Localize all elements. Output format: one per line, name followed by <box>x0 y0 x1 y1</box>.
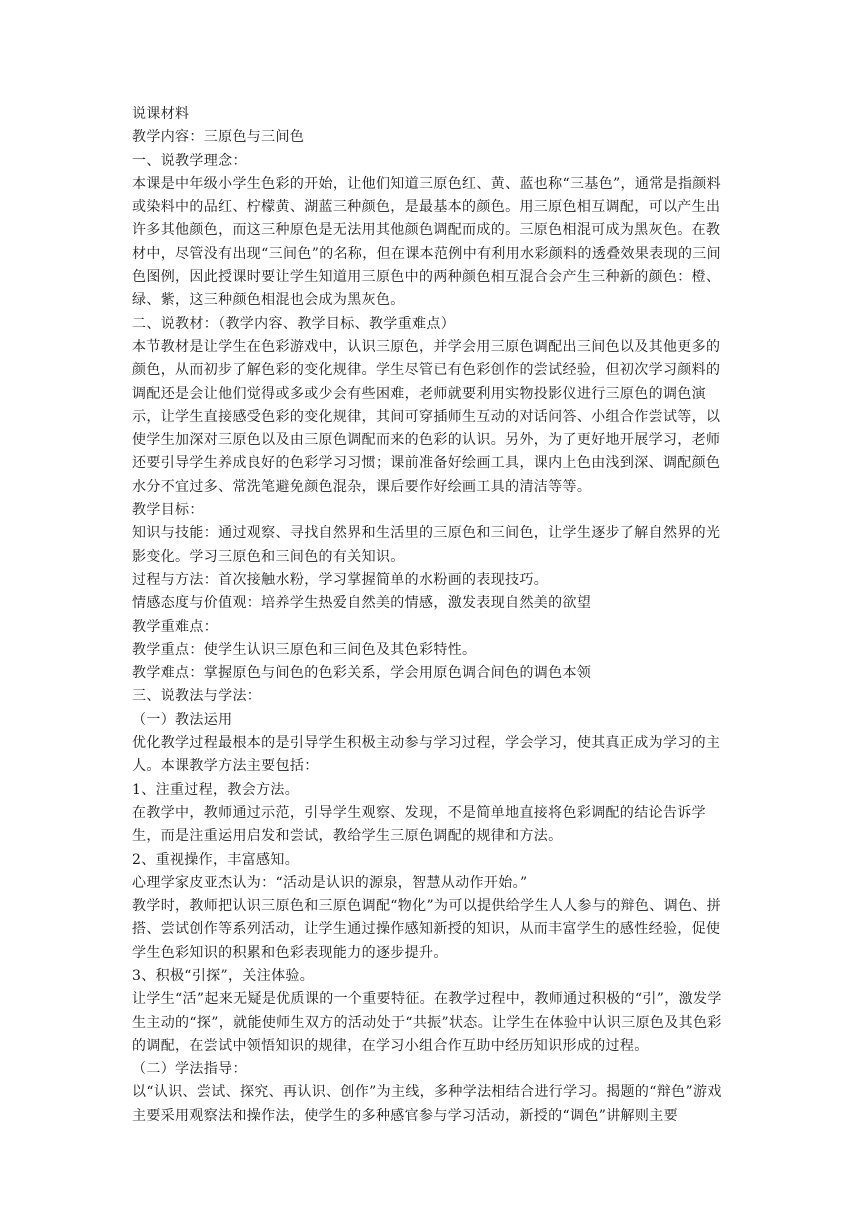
method-2-body: 教学时，教师把认识三原色和三原色调配“物化”为可以提供给学生人人参与的辩色、调色、拼搭、尝试创作等系列活动，让学生通过操作感知新授的知识，从而丰富学生的感性经验，促使学生色彩知识的积累和色彩表现能力的逐步提升。 <box>132 898 722 961</box>
paragraph-methods-intro: 优化教学过程最根本的是引导学生积极主动参与学习过程，学会学习，使其真正成为学习的主人。本课教学方法主要包括： <box>132 735 721 775</box>
paragraph-textbook: 本节教材是让学生在色彩游戏中，认识三原色，并学会用三原色调配出三间色以及其他更多的颜色，从而初步了解色彩的变化规律。学生尽管已有色彩创作的尝试经验，但初次学习颜料的调配还是会让他们觉得或多或少会有些困难，老师就要利用实物投影仪进行三原色的调色演示，让学生直接感受色彩的变化规律，其间可穿插师生互动的对话问答、小组合作尝试等，以使学生加深对三原色以及由三原色调配而来的色彩的认识。另外，为了更好地开展学习，老师还要引导学生养成良好的色彩学习习惯；课前准备好绘画工具，课内上色由浅到深、调配颜色水分不宜过多、常洗笔避免颜色混杂，课后要作好绘画工具的清洁等等。 <box>132 338 721 495</box>
objective-process: 过程与方法：首次接触水粉，学习掌握简单的水粉画的表现技巧。 <box>132 571 549 588</box>
section-heading-1: 一、说教学理念： <box>132 152 247 169</box>
subheading-objectives: 教学目标： <box>132 502 204 519</box>
subheading-key-points: 教学重难点： <box>132 618 219 635</box>
difficult-point: 教学难点：掌握原色与间色的色彩关系，学会用原色调合间色的调色本领 <box>132 665 592 682</box>
key-point: 教学重点：使学生认识三原色和三间色及其色彩特性。 <box>132 641 477 658</box>
method-1-body: 在教学中，教师通过示范，引导学生观察、发现，不是简单地直接将色彩调配的结论告诉学生，而是注重运用启发和尝试，教给学生三原色调配的规律和方法。 <box>132 804 706 845</box>
method-2-heading: 2、重视操作，丰富感知。 <box>132 851 300 868</box>
paragraph-teaching-philosophy: 本课是中年级小学生色彩的开始，让他们知道三原色红、黄、蓝也称“三基色”，通常是指颜料或染料中的品红、柠檬黄、湖蓝三种颜色，是最基本的颜色。用三原色相互调配，可以产生出许多其他颜色，而这三种原色是无法用其他颜色调配而成的。三原色相混可成为黑灰色。在教材中，尽管没有出现“三间色”的名称，但在课本范例中有利用水彩颜料的透叠效果表现的三间色图例，因此授课时要让学生知道用三原色中的两种颜色相互混合会产生三种新的颜色：橙、绿、紫，这三种颜色相混也会成为黑灰色。 <box>132 175 722 309</box>
teaching-content: 教学内容：三原色与三间色 <box>132 129 305 146</box>
subheading-learning: （二）学法指导： <box>132 1061 247 1078</box>
paragraph-learning: 以“认识、尝试、探究、再认识、创作”为主线，多种学法相结合进行学习。揭题的“辩色”游戏主要采用观察法和操作法，使学生的多种感官参与学习活动，新授的“调色”讲解则主要 <box>132 1084 722 1124</box>
objective-emotion: 情感态度与价值观：培养学生热爱自然美的情感，激发表现自然美的欲望 <box>132 595 592 612</box>
section-heading-3: 三、说教法与学法： <box>132 688 262 705</box>
method-3-body: 让学生“活”起来无疑是优质课的一个重要特征。在教学过程中，教师通过积极的“引”，激发学生主动的“探”，就能使师生双方的活动处于“共振”状态。让学生在体验中认识三原色及其色彩的调配，在尝试中领悟知识的规律，在学习小组合作互助中经历知识形成的过程。 <box>132 991 722 1054</box>
method-2-quote: 心理学家皮亚杰认为：“活动是认识的源泉，智慧从动作开始。” <box>132 874 528 891</box>
document-page <box>132 103 730 1128</box>
doc-title: 说课材料 <box>132 106 190 122</box>
subheading-methods: （一）教法运用 <box>132 711 233 728</box>
method-3-heading: 3、积极“引探”，关注体验。 <box>132 967 315 984</box>
method-1-heading: 1、注重过程，教会方法。 <box>132 781 300 798</box>
objective-knowledge: 知识与技能：通过观察、寻找自然界和生活里的三原色和三间色，让学生逐步了解自然界的光影变化。学习三原色和三间色的有关知识。 <box>132 525 721 565</box>
section-heading-2: 二、说教材：（教学内容、教学目标、教学重难点） <box>132 315 456 332</box>
